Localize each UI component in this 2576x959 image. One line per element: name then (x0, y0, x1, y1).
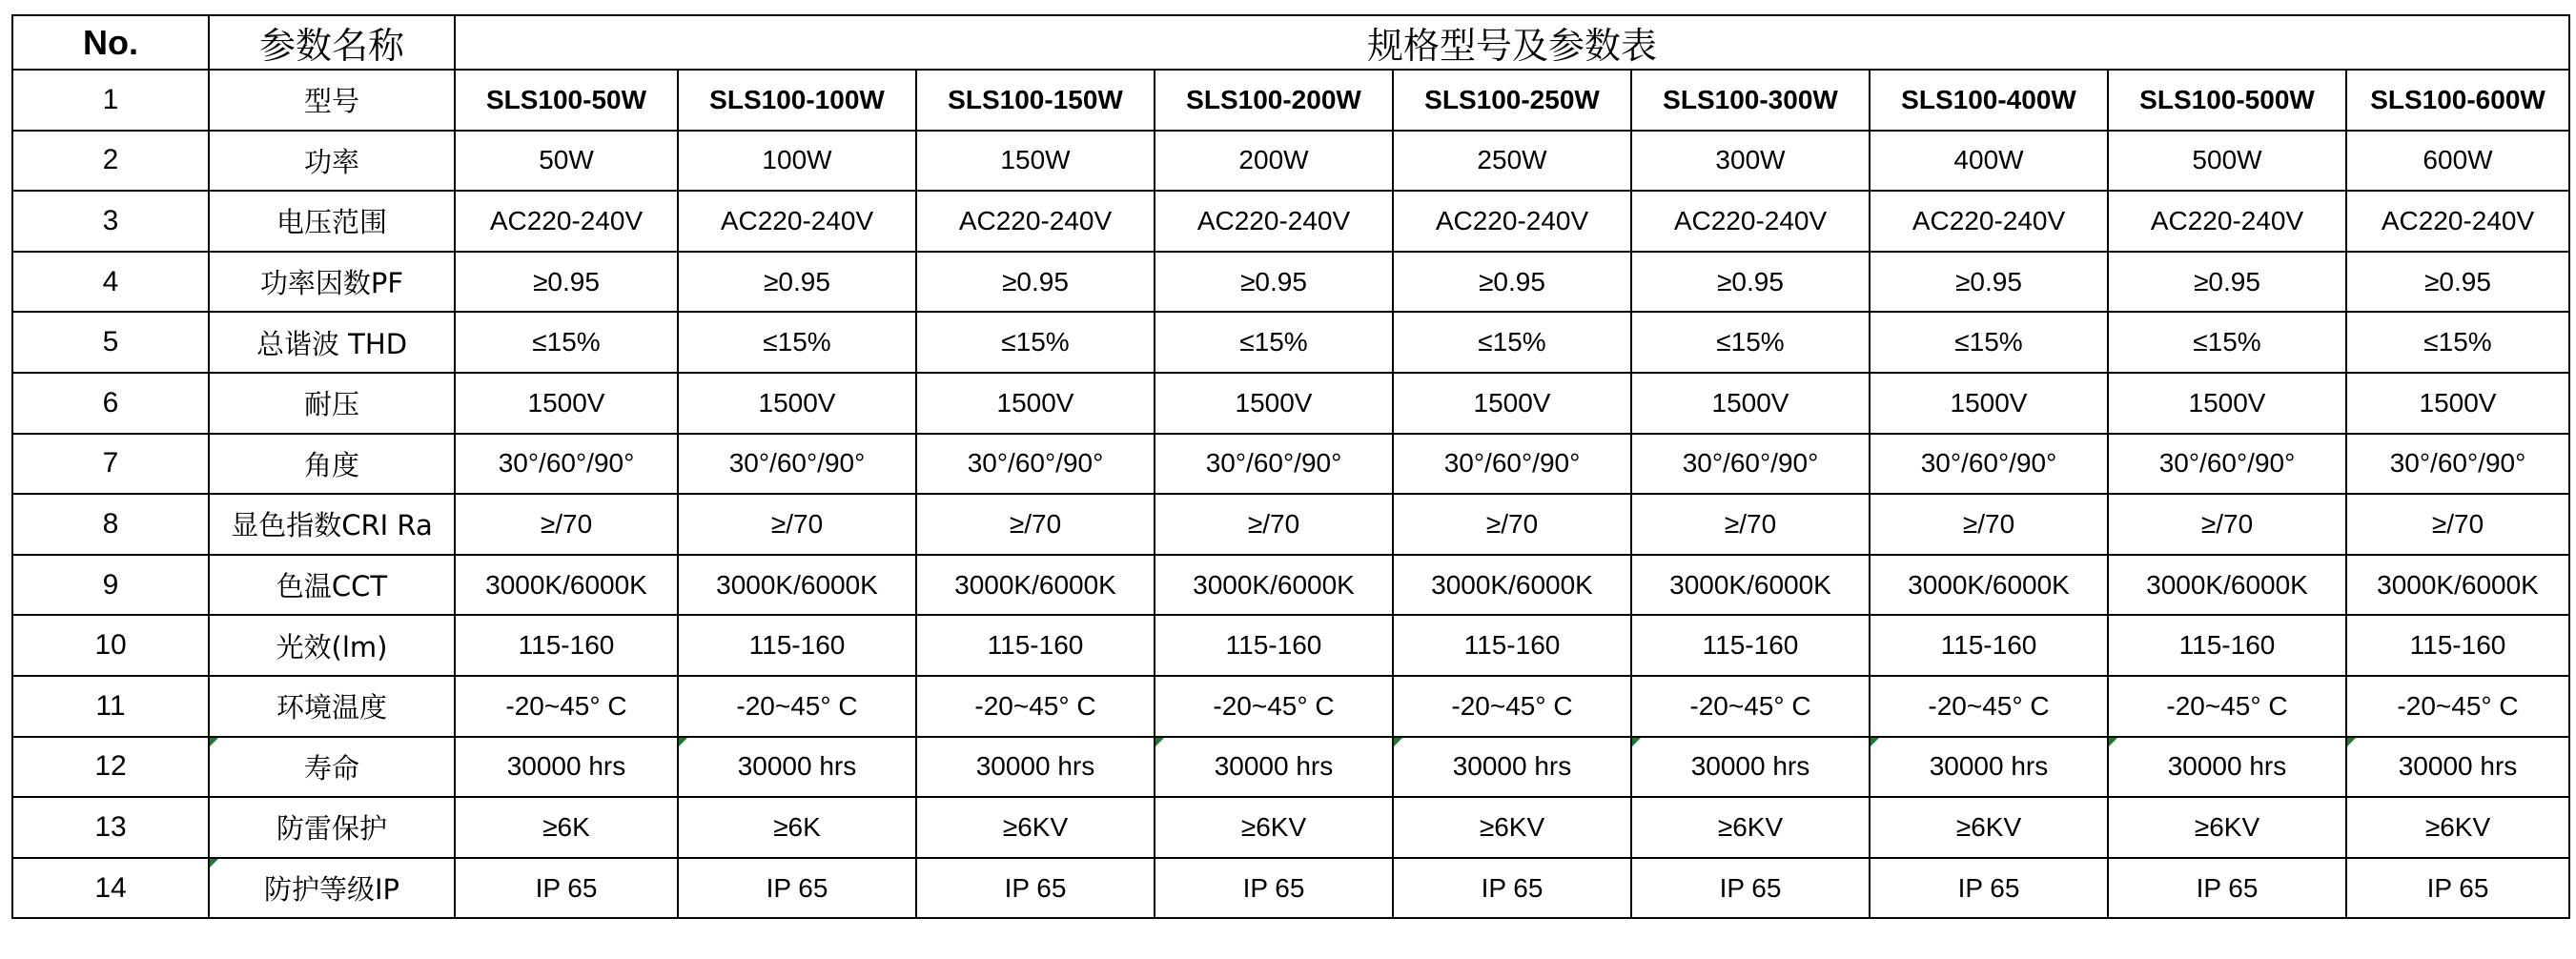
spec-value-cell: 30°/60°/90° (455, 434, 678, 495)
spec-value-cell: -20~45° C (455, 676, 678, 737)
spec-value-cell: 30°/60°/90° (2346, 434, 2569, 495)
spec-value-cell: 1500V (916, 373, 1155, 434)
spec-table-body (12, 15, 2569, 918)
spec-value-cell: ≥6K (455, 797, 678, 858)
row-number-cell: 5 (12, 312, 209, 373)
parameter-name-cell: 总谐波 THD (209, 312, 455, 373)
row-number-cell: 8 (12, 494, 209, 555)
parameter-name-cell: 功率 (209, 131, 455, 192)
spec-value-cell: 30°/60°/90° (1155, 434, 1393, 495)
spec-value-cell: AC220-240V (916, 191, 1155, 252)
spec-value-cell: 115-160 (2108, 615, 2346, 676)
spec-value-cell: ≥/70 (455, 494, 678, 555)
table-row (12, 434, 2569, 495)
spec-value-cell: 30000 hrs (916, 737, 1155, 798)
spec-value-cell: ≤15% (1631, 312, 1870, 373)
spec-value-cell: ≥0.95 (678, 252, 916, 313)
table-row (12, 191, 2569, 252)
spec-value-cell: 115-160 (1155, 615, 1393, 676)
spec-value-cell: -20~45° C (1870, 676, 2108, 737)
spec-value-cell: 115-160 (455, 615, 678, 676)
spec-value-cell: 30000 hrs (2108, 737, 2346, 798)
spec-value-cell: 1500V (1155, 373, 1393, 434)
model-cell: SLS100-300W (1631, 70, 1870, 131)
model-cell: SLS100-250W (1393, 70, 1631, 131)
spec-value-cell: 30000 hrs (678, 737, 916, 798)
spec-value-cell: ≥6KV (1393, 797, 1631, 858)
spec-value-cell: 115-160 (1393, 615, 1631, 676)
spec-value-cell: 150W (916, 131, 1155, 192)
spec-value-cell: ≤15% (2346, 312, 2569, 373)
spec-value-cell: IP 65 (455, 858, 678, 919)
table-row (12, 858, 2569, 919)
spec-value-cell: ≥6KV (1155, 797, 1393, 858)
spec-value-cell: IP 65 (916, 858, 1155, 919)
spec-value-cell: AC220-240V (1870, 191, 2108, 252)
spec-value-cell: -20~45° C (1393, 676, 1631, 737)
spec-value-cell: ≥0.95 (455, 252, 678, 313)
spec-value-cell: IP 65 (678, 858, 916, 919)
spec-value-cell: 3000K/6000K (1870, 555, 2108, 616)
spec-value-cell: ≤15% (455, 312, 678, 373)
parameter-name-cell: 功率因数PF (209, 252, 455, 313)
spec-value-cell: IP 65 (2346, 858, 2569, 919)
spec-value-cell: 300W (1631, 131, 1870, 192)
spec-table (11, 14, 2570, 919)
model-cell: SLS100-500W (2108, 70, 2346, 131)
spec-value-cell: 600W (2346, 131, 2569, 192)
spec-value-cell: 500W (2108, 131, 2346, 192)
spec-value-cell: ≥/70 (1155, 494, 1393, 555)
spec-value-cell: 1500V (1631, 373, 1870, 434)
spec-value-cell: 30°/60°/90° (1870, 434, 2108, 495)
spec-value-cell: AC220-240V (1155, 191, 1393, 252)
row-number-cell: 6 (12, 373, 209, 434)
parameter-name-cell: 光效(lm) (209, 615, 455, 676)
spec-value-cell: ≥0.95 (2108, 252, 2346, 313)
spec-value-cell: 250W (1393, 131, 1631, 192)
spec-value-cell: ≥6KV (2108, 797, 2346, 858)
table-row (12, 494, 2569, 555)
spec-value-cell: IP 65 (1393, 858, 1631, 919)
table-row (12, 555, 2569, 616)
spec-value-cell: 115-160 (678, 615, 916, 676)
model-cell: SLS100-200W (1155, 70, 1393, 131)
spec-value-cell: -20~45° C (916, 676, 1155, 737)
model-cell: SLS100-400W (1870, 70, 2108, 131)
spec-value-cell: AC220-240V (2346, 191, 2569, 252)
spec-value-cell: 3000K/6000K (1393, 555, 1631, 616)
spec-value-cell: AC220-240V (1631, 191, 1870, 252)
spec-value-cell: AC220-240V (2108, 191, 2346, 252)
parameter-name-cell: 防护等级IP (209, 858, 455, 919)
spec-value-cell: 30°/60°/90° (678, 434, 916, 495)
parameter-name-cell: 耐压 (209, 373, 455, 434)
row-number-cell: 12 (12, 737, 209, 798)
spec-value-cell: ≥/70 (2108, 494, 2346, 555)
table-row (12, 737, 2569, 798)
parameter-name-cell: 色温CCT (209, 555, 455, 616)
spec-value-cell: -20~45° C (678, 676, 916, 737)
parameter-name-cell: 型号 (209, 70, 455, 131)
spec-value-cell: ≤15% (1393, 312, 1631, 373)
spec-value-cell: ≥6KV (2346, 797, 2569, 858)
spec-value-cell: ≤15% (1870, 312, 2108, 373)
spec-value-cell: ≥/70 (1393, 494, 1631, 555)
row-number-cell: 14 (12, 858, 209, 919)
spec-value-cell: 30°/60°/90° (1631, 434, 1870, 495)
spec-value-cell: IP 65 (1631, 858, 1870, 919)
row-number-cell: 10 (12, 615, 209, 676)
spec-value-cell: ≥6KV (1631, 797, 1870, 858)
table-row (12, 797, 2569, 858)
spec-value-cell: ≥/70 (678, 494, 916, 555)
row-number-cell: 13 (12, 797, 209, 858)
spec-value-cell: 30°/60°/90° (2108, 434, 2346, 495)
spec-value-cell: 1500V (455, 373, 678, 434)
header-row (12, 15, 2569, 70)
spec-value-cell: ≥/70 (916, 494, 1155, 555)
spec-value-cell: ≤15% (678, 312, 916, 373)
spec-value-cell: 30°/60°/90° (1393, 434, 1631, 495)
spec-value-cell: ≥6KV (1870, 797, 2108, 858)
row-number-cell: 3 (12, 191, 209, 252)
table-row (12, 70, 2569, 131)
spec-value-cell: 115-160 (1631, 615, 1870, 676)
spec-value-cell: 30000 hrs (1155, 737, 1393, 798)
spec-value-cell: 30000 hrs (2346, 737, 2569, 798)
spec-value-cell: ≥0.95 (1155, 252, 1393, 313)
spec-value-cell: 3000K/6000K (2346, 555, 2569, 616)
spec-value-cell: IP 65 (1870, 858, 2108, 919)
spec-value-cell: 400W (1870, 131, 2108, 192)
spec-value-cell: 3000K/6000K (1631, 555, 1870, 616)
spec-value-cell: -20~45° C (1155, 676, 1393, 737)
spec-value-cell: ≥/70 (1631, 494, 1870, 555)
spec-value-cell: ≤15% (2108, 312, 2346, 373)
spec-value-cell: -20~45° C (2346, 676, 2569, 737)
row-number-cell: 11 (12, 676, 209, 737)
model-cell: SLS100-600W (2346, 70, 2569, 131)
row-number-cell: 2 (12, 131, 209, 192)
spec-value-cell: 30000 hrs (1631, 737, 1870, 798)
parameter-name-cell: 角度 (209, 434, 455, 495)
spec-value-cell: 30°/60°/90° (916, 434, 1155, 495)
spec-value-cell: 30000 hrs (1870, 737, 2108, 798)
spec-value-cell: 30000 hrs (455, 737, 678, 798)
model-cell: SLS100-100W (678, 70, 916, 131)
spec-value-cell: 1500V (2346, 373, 2569, 434)
spec-value-cell: ≥/70 (2346, 494, 2569, 555)
spec-value-cell: 3000K/6000K (678, 555, 916, 616)
spec-value-cell: 115-160 (916, 615, 1155, 676)
param-column-header: 参数名称 (209, 15, 455, 70)
spec-value-cell: -20~45° C (2108, 676, 2346, 737)
parameter-name-cell: 防雷保护 (209, 797, 455, 858)
row-number-cell: 9 (12, 555, 209, 616)
spec-value-cell: 30000 hrs (1393, 737, 1631, 798)
spec-value-cell: 200W (1155, 131, 1393, 192)
spec-value-cell: ≥6K (678, 797, 916, 858)
spec-value-cell: ≤15% (916, 312, 1155, 373)
parameter-name-cell: 显色指数CRI Ra (209, 494, 455, 555)
row-number-cell: 4 (12, 252, 209, 313)
spec-value-cell: -20~45° C (1631, 676, 1870, 737)
spec-value-cell: 115-160 (1870, 615, 2108, 676)
parameter-name-cell: 寿命 (209, 737, 455, 798)
spec-value-cell: ≥6KV (916, 797, 1155, 858)
table-row (12, 676, 2569, 737)
spec-value-cell: 3000K/6000K (1155, 555, 1393, 616)
spec-value-cell: ≥0.95 (916, 252, 1155, 313)
spec-value-cell: 1500V (678, 373, 916, 434)
spec-value-cell: 3000K/6000K (455, 555, 678, 616)
spec-value-cell: 115-160 (2346, 615, 2569, 676)
table-row (12, 615, 2569, 676)
model-cell: SLS100-50W (455, 70, 678, 131)
spec-value-cell: ≥0.95 (1631, 252, 1870, 313)
spec-value-cell: ≥/70 (1870, 494, 2108, 555)
spec-value-cell: IP 65 (2108, 858, 2346, 919)
spec-value-cell: ≥0.95 (2346, 252, 2569, 313)
table-title: 规格型号及参数表 (455, 15, 2569, 70)
no-column-header: No. (12, 15, 209, 70)
spec-value-cell: 1500V (1393, 373, 1631, 434)
table-row (12, 131, 2569, 192)
row-number-cell: 7 (12, 434, 209, 495)
spec-value-cell: ≥0.95 (1393, 252, 1631, 313)
spec-value-cell: ≥0.95 (1870, 252, 2108, 313)
spec-value-cell: 1500V (2108, 373, 2346, 434)
spec-value-cell: 50W (455, 131, 678, 192)
spec-value-cell: AC220-240V (1393, 191, 1631, 252)
spec-value-cell: AC220-240V (455, 191, 678, 252)
row-number-cell: 1 (12, 70, 209, 131)
spec-value-cell: 3000K/6000K (2108, 555, 2346, 616)
parameter-name-cell: 环境温度 (209, 676, 455, 737)
spec-value-cell: 100W (678, 131, 916, 192)
parameter-name-cell: 电压范围 (209, 191, 455, 252)
table-row (12, 312, 2569, 373)
table-row (12, 373, 2569, 434)
table-row (12, 252, 2569, 313)
spec-value-cell: IP 65 (1155, 858, 1393, 919)
spec-value-cell: 1500V (1870, 373, 2108, 434)
spec-value-cell: AC220-240V (678, 191, 916, 252)
model-cell: SLS100-150W (916, 70, 1155, 131)
spec-value-cell: 3000K/6000K (916, 555, 1155, 616)
spec-value-cell: ≤15% (1155, 312, 1393, 373)
